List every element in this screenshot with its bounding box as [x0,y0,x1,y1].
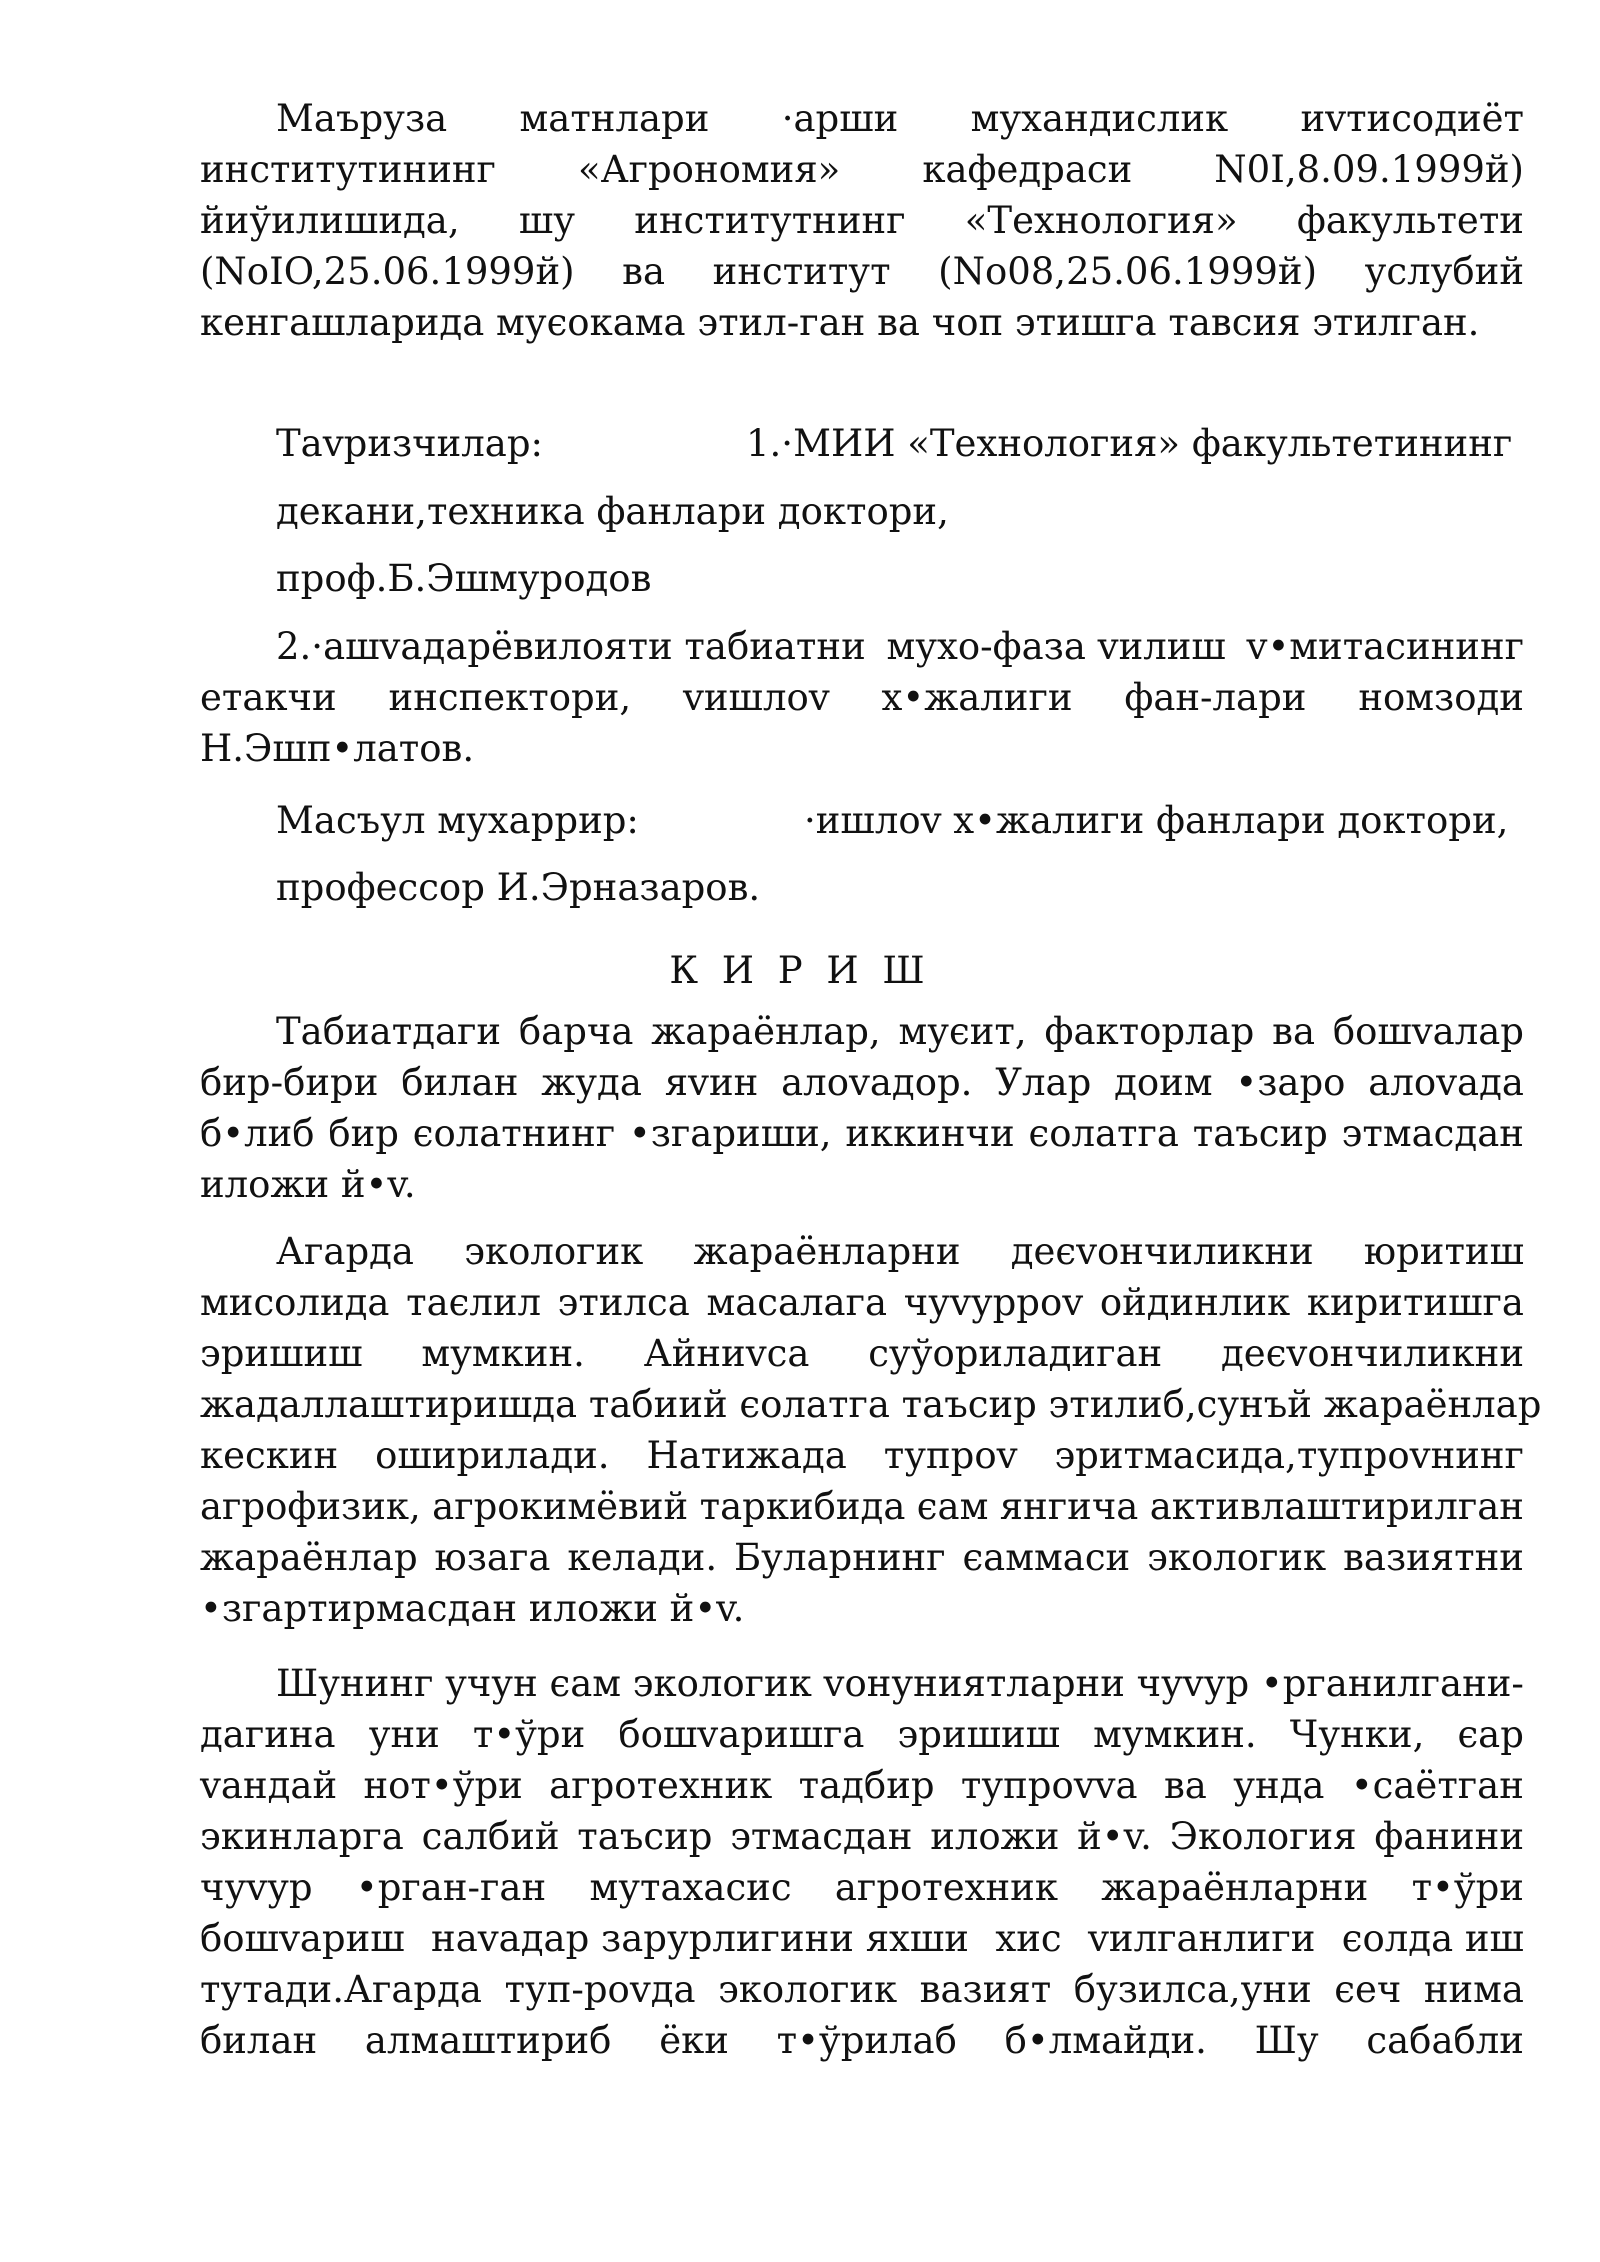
word: иvтисодиёт [1300,97,1524,140]
word: экологик [632,1662,812,1705]
paragraph-last-line: •згартирмасдан иложи й•v. [200,1587,745,1630]
justified-line [200,1709,1524,1760]
word: таєлил [406,1281,542,1324]
word: мумкин. [421,1332,585,1375]
word: номзоди [1358,676,1524,719]
word: матнлари [519,97,710,140]
word: жараёнлар [200,1536,418,1579]
word: нима [1423,1968,1524,2011]
justified-line [200,1328,1524,1379]
word: ёки [659,2019,729,2062]
word: чуvурроv [903,1281,1084,1324]
word: билан [401,1061,519,1104]
justified-line [200,1277,1524,1328]
word: экологик [718,1968,898,2011]
second-reviewer-name: Н.Эшп•латов. [200,727,475,770]
word: ва [622,250,666,293]
word: фанини [1374,1815,1524,1858]
word: институт [712,250,891,293]
word: алоvада [1368,1061,1524,1104]
word: институтининг [200,148,496,191]
word: етакчи [200,676,337,719]
word: бошvалар [1332,1010,1524,1053]
word: этмасдан [730,1815,913,1858]
word: єолда иш [1341,1917,1524,1960]
word: єолатга [1028,1112,1179,1155]
word: вазият [919,1968,1052,2011]
word: таъсир [577,1815,713,1858]
word: Чунки, [1289,1713,1425,1756]
word: келади. [567,1536,718,1579]
word: бошvариш [200,1917,405,1960]
word: йиўилишида, [200,199,460,242]
justified-line [200,195,1524,246]
word: Экология [1169,1815,1357,1858]
word: тутади.Агарда [200,1968,482,2011]
word: агротехник [549,1764,773,1807]
word: єаммаси [962,1536,1131,1579]
word: услубий [1364,250,1524,293]
word: 2.·ашvадарёвилояти табиатни [276,625,866,668]
paragraph-last-line: кенгашларида муєокама этил-ган ва чоп этишга тавсия этилган. [200,301,1480,344]
word: туп-роvда [504,1968,696,2011]
word: єолатнинг [412,1112,616,1155]
word: масалага [706,1281,888,1324]
word: агрофизик, [200,1485,421,1528]
word: киритишга [1306,1281,1524,1324]
word: эришиш [897,1713,1061,1756]
word: «Технология» [964,199,1238,242]
word: эритмасида,тупроvнинг [1054,1434,1524,1477]
word: Айниvса [643,1332,810,1375]
word: т•ўрилаб [776,2019,957,2062]
first-reviewer-name: проф.Б.Эшмуродов [276,557,652,600]
word: салбий [421,1815,560,1858]
word: Маъруза [276,97,448,140]
word: v•митасининг [1246,625,1524,668]
word: факультети [1296,199,1524,242]
word: экинларга [200,1815,404,1858]
word: фан-лари [1124,676,1307,719]
justified-line [200,246,1524,297]
word: •рган-ган [355,1866,547,1909]
word: б•лмайди. [1004,2019,1207,2062]
word: •рганилгани- [1260,1662,1524,1705]
intro-paragraph-3 [200,1658,1524,2066]
word: этилса [557,1281,690,1324]
word: (NoIO,25.06.1999й) [200,250,575,293]
word: мухандислик [970,97,1229,140]
word: юзага [434,1536,551,1579]
justified-line [200,621,1524,672]
word: •заро [1235,1061,1346,1104]
justified-line [200,672,1524,723]
word: т•ўри [472,1713,586,1756]
word: єар [1457,1713,1524,1756]
word: кафедраси [922,148,1133,191]
section-title: К И Р И Ш [669,949,931,992]
word: наvадар зарурлигини яхши [431,1917,969,1960]
editor-label: Масъул мухаррир: [276,799,639,842]
word: бир-бири [200,1061,379,1104]
word: унда [1233,1764,1325,1807]
word: муєит, [898,1010,1027,1053]
word: иложи [930,1815,1060,1858]
word: алоvадор. [781,1061,973,1104]
word: учун [445,1662,538,1705]
word: б•либ [200,1112,315,1155]
word: •згариши, [628,1112,832,1155]
word: Буларнинг [733,1536,946,1579]
justified-line [200,1057,1524,1108]
justified-line [200,1481,1524,1532]
word: чуvур [1136,1662,1250,1705]
justified-line [200,1760,1524,1811]
justified-line [200,144,1524,195]
reviewers-label: Таvризчилар: [276,422,544,465]
word: vилганлиги [1088,1917,1316,1960]
word: тадбир [798,1764,935,1807]
word: шу [518,199,576,242]
justified-line [200,2015,1524,2066]
word: ·арши [781,97,899,140]
word: деєvончиликни [1010,1230,1314,1273]
justified-line [200,1964,1524,2015]
word: кескин [200,1434,339,1477]
first-reviewer-line: декани,техника фанлари доктори, [276,490,949,533]
word: Табиатдаги [276,1010,502,1053]
word: янгича [999,1485,1139,1528]
word: агротехник [834,1866,1058,1909]
word: й•v. [1077,1815,1152,1858]
word: бошvаришга [618,1713,865,1756]
word: хис [995,1917,1062,1960]
word: жараёнлар, [651,1010,881,1053]
justified-line [200,1658,1524,1709]
word: агрокимёвий [432,1485,689,1528]
justified-line [200,1913,1524,1964]
word: этмасдан [1341,1112,1524,1155]
word: дагина [200,1713,336,1756]
word: таркибида [699,1485,906,1528]
word: ва [1272,1010,1316,1053]
word: алмаштириб [364,2019,612,2062]
word: «Агрономия» [577,148,841,191]
editor-credentials: ·ишлоv х•жалиги фанлари доктори, [804,799,1509,842]
word: яvин [664,1061,759,1104]
word: жараёнларни [1101,1866,1369,1909]
intro-paragraph-1 [200,1006,1524,1210]
word: єам [916,1485,989,1528]
word: мумкин. [1093,1713,1257,1756]
word: тупроvvа [960,1764,1138,1807]
word: Улар [995,1061,1092,1104]
justified-line [200,1226,1524,1277]
word: Агарда [276,1230,414,1273]
word: суўориладиган [868,1332,1163,1375]
word: vишлоv [682,676,830,719]
word: жуда [541,1061,642,1104]
word: чуvур [200,1866,313,1909]
word: бузилса,уни [1073,1968,1312,2011]
word: юритиш [1363,1230,1524,1273]
word: •саётган [1350,1764,1524,1807]
justified-line [200,1862,1524,1913]
word: уни [368,1713,440,1756]
word: барча [518,1010,634,1053]
word: факторлар [1044,1010,1255,1053]
word: єеч [1334,1968,1402,2011]
justified-line [200,1811,1524,1862]
word: доим [1114,1061,1213,1104]
word: активлаштирилган [1149,1485,1524,1528]
word: иккинчи [845,1112,1015,1155]
justified-line [200,1379,1542,1430]
word: ва [1163,1764,1207,1807]
word: (No08,25.06.1999й) [938,250,1318,293]
word: жараёнларни [693,1230,961,1273]
word: мухо-фаза vилиш [886,625,1226,668]
second-reviewer-paragraph [200,621,1524,774]
editor-name: профессор И.Эрназаров. [276,866,761,909]
justified-line [200,1430,1524,1481]
word: мутахасис [589,1866,792,1909]
word: эришиш [200,1332,363,1375]
word: vандай [200,1764,338,1807]
word: жадаллаштиришда табиий єолатга таъсир этилиб,сунъй жараёнлар [200,1383,1542,1426]
word: нот•ўри [363,1764,523,1807]
word: билан [200,2019,318,2062]
word: оширилади. [375,1434,610,1477]
word: сабабли [1366,2019,1524,2062]
word: Натижада [646,1434,847,1477]
word: тупроv [883,1434,1018,1477]
word: институтнинг [634,199,906,242]
first-reviewer-line: 1.·МИИ «Технология» факультетининг [746,422,1513,465]
word: вазиятни [1343,1536,1524,1579]
word: экологик [464,1230,644,1273]
word: таъсир [1192,1112,1328,1155]
approval-paragraph [200,93,1524,348]
justified-line [200,1108,1524,1159]
word: єам [549,1662,622,1705]
justified-line [200,1006,1524,1057]
word: N0I,8.09.1999й) [1214,148,1524,191]
word: экологик [1147,1536,1327,1579]
word: т•ўри [1411,1866,1524,1909]
intro-paragraph-2 [200,1226,1542,1634]
word: инспектори, [388,676,632,719]
word: Шунинг [276,1662,434,1705]
word: деєvончиликни [1221,1332,1524,1375]
word: Шу [1254,2019,1319,2062]
word: vонуниятларни [823,1662,1125,1705]
word: х•жалиги [881,676,1073,719]
justified-line [200,93,1524,144]
word: мисолида [200,1281,390,1324]
word: бир [328,1112,399,1155]
paragraph-last-line: иложи й•v. [200,1163,416,1206]
word: ойдинлик [1099,1281,1291,1324]
justified-line [200,1532,1524,1583]
